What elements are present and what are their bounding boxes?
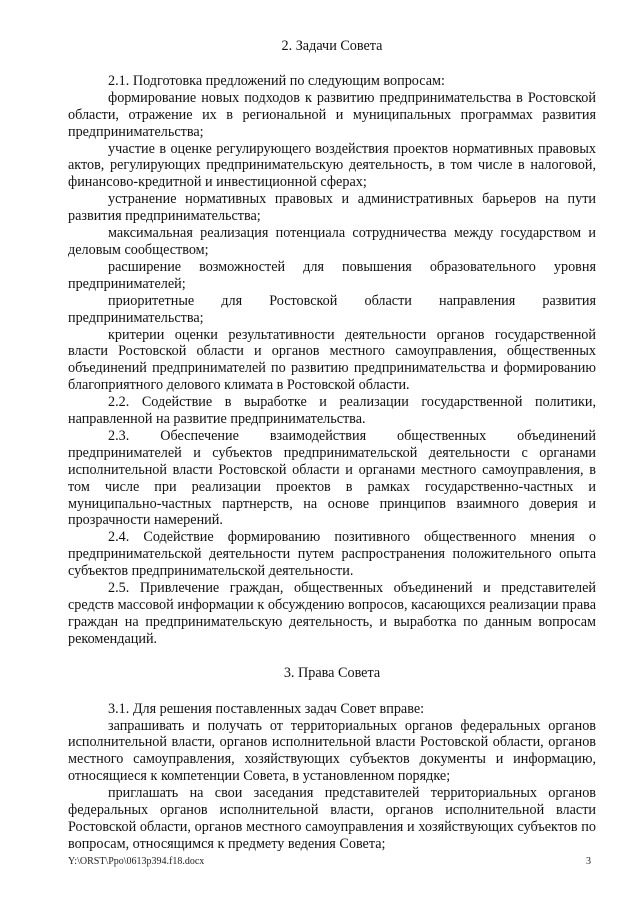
list-item: формирование новых подходов к развитию предпринимательства в Ростовской области, отражение их в региональной и муниципальных программах развития предпринимательства; bbox=[68, 89, 596, 140]
paragraph-2-4: 2.4. Содействие формированию позитивного общественного мнения о предпринимательской деятельности путем распространения положительного опыта субъектов предпринимательской деятельности. bbox=[68, 529, 596, 580]
list-item: запрашивать и получать от территориальных органов федеральных органов исполнительной власти, органов исполнительной власти Ростовской области, органов местного самоуправления, хозяйствующих субъектов документы и информацию, относящиеся к компетенции Совета, в установленном порядке; bbox=[68, 717, 596, 785]
paragraph-2-1: 2.1. Подготовка предложений по следующим вопросам: bbox=[108, 72, 445, 89]
paragraph-2-2: 2.2. Содействие в выработке и реализации государственной политики, направленной на развитие предпринимательства. bbox=[68, 394, 596, 428]
paragraph-2-5: 2.5. Привлечение граждан, общественных объединений и представителей средств массовой информации к обсуждению вопросов, касающихся реализации права граждан на предпринимательскую деятельность, и выработка по данным вопросам рекомендаций. bbox=[68, 580, 596, 647]
list-item: приоритетные для Ростовской области направления развития предпринимательства; bbox=[68, 292, 596, 326]
list-item: критерии оценки результативности деятельности органов государственной власти Ростовской области и органов местного самоуправления, общественных объединений предпринимателей по развитию предпринимательства и формированию благоприятного делового климата в Ростовской области. bbox=[68, 326, 596, 394]
paragraph-3-1: 3.1. Для решения поставленных задач Совет вправе: bbox=[108, 700, 425, 717]
footer-file-path: Y:\ORST\Ppo\0613p394.f18.docx bbox=[68, 856, 205, 867]
paragraph-2-3: 2.3. Обеспечение взаимодействия общественных объединений предпринимателей и субъектов предпринимательской деятельности с органами исполнительной власти Ростовской области и органами местного самоуправления, в том числе при реализации проектов в рамках государственно-частных и муниципально-частных партнерств, на основе принципов взаимного доверия и прозрачности намерений. bbox=[68, 427, 596, 529]
document-page bbox=[68, 38, 596, 853]
section-3-title: 3. Права Совета bbox=[283, 664, 381, 681]
list-item: участие в оценке регулирующего воздействия проектов нормативных правовых актов, регулирующих предпринимательскую деятельность, в том числе в налоговой, финансово-кредитной и инвестиционной сферах; bbox=[68, 140, 596, 191]
list-item: максимальная реализация потенциала сотрудничества между государством и деловым сообществом; bbox=[68, 225, 596, 258]
section-2-title: 2. Задачи Совета bbox=[281, 38, 383, 54]
list-item: устранение нормативных правовых и административных барьеров на пути развития предпринимательства; bbox=[68, 191, 596, 225]
list-item: расширение возможностей для повышения образовательного уровня предпринимателей; bbox=[68, 258, 596, 292]
list-item: приглашать на свои заседания представителей территориальных органов федеральных органов исполнительной власти, органов исполнительной власти Ростовской области, органов местного самоуправления и хозяйствующих субъектов по вопросам, относящимся к предмету ведения Совета; bbox=[68, 785, 596, 852]
page-number: 3 bbox=[586, 856, 591, 867]
